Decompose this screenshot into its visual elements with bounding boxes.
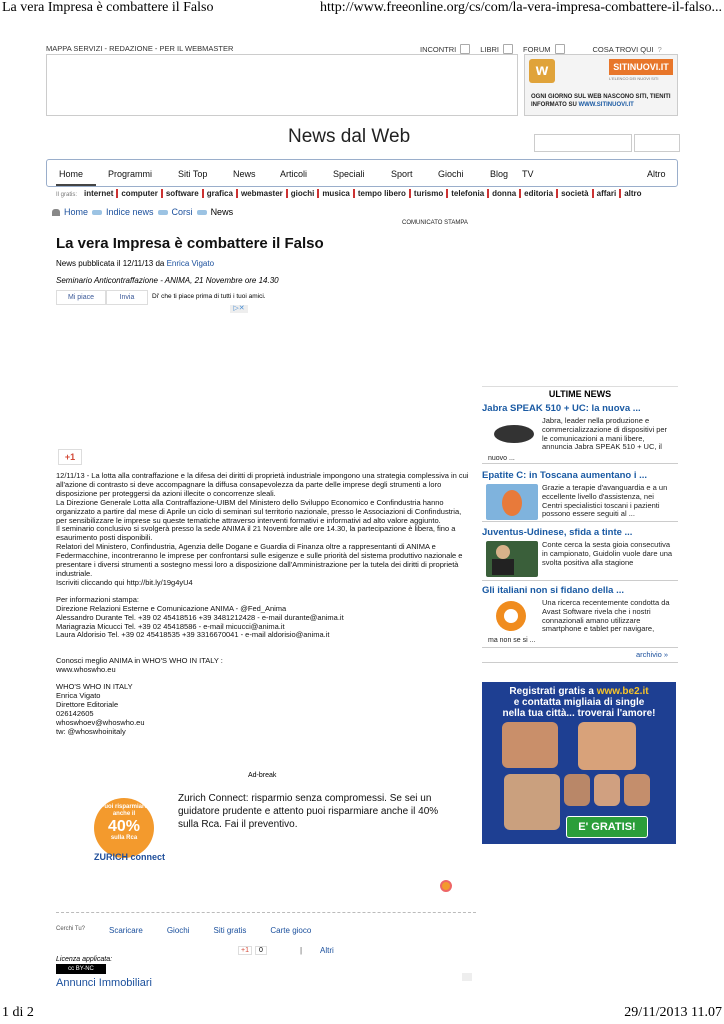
avast-logo-image bbox=[486, 599, 538, 635]
zurich-badge-top: Puoi risparmiare anche il bbox=[100, 804, 148, 817]
share-link[interactable]: Giochi bbox=[166, 926, 190, 935]
sidebar-heading: ULTIME NEWS bbox=[482, 386, 678, 399]
sub-nav-item[interactable]: computer bbox=[118, 189, 162, 198]
medical-image bbox=[486, 484, 538, 520]
news-more: nuovo ... bbox=[488, 455, 515, 462]
nav-siti-top[interactable]: Siti Top bbox=[178, 169, 208, 179]
zurich-ad-text[interactable]: Zurich Connect: risparmio senza compromessi. Se sei un guidatore prudente e attento puoi risparmiare anche il 40% sulla Rca. Fai il preventivo. bbox=[178, 793, 439, 830]
altri-link[interactable]: Altri bbox=[320, 946, 334, 955]
news-title[interactable]: Jabra SPEAK 510 + UC: la nuova ... bbox=[482, 403, 641, 414]
news-title[interactable]: Gli italiani non si fidano della ... bbox=[482, 585, 624, 596]
nav-altro[interactable]: Altro bbox=[647, 169, 666, 179]
archivio-link[interactable]: archivio » bbox=[636, 650, 669, 659]
news-title[interactable]: Epatite C: in Toscana aumentano i ... bbox=[482, 470, 648, 481]
print-header-url: http://www.freeonline.org/cs/com/la-vera-impresa-combattere-il-falso... bbox=[320, 0, 722, 15]
home-icon bbox=[52, 209, 60, 216]
nav-home[interactable]: Home bbox=[59, 169, 84, 179]
article-paragraph: Conosci meglio ANIMA in WHO'S WHO IN ITALY : www.whoswho.eu bbox=[56, 656, 223, 675]
sub-nav-item[interactable]: turismo bbox=[411, 189, 448, 198]
share-label: Cerchi Tu? bbox=[56, 926, 86, 932]
zurich-badge[interactable] bbox=[94, 798, 154, 858]
nav-speciali[interactable]: Speciali bbox=[333, 169, 365, 179]
sitinuovi-tagline: L'ELENCO DEI NUOVI SITI bbox=[609, 76, 659, 81]
woman-photo bbox=[594, 774, 620, 806]
share-link[interactable]: Carte gioco bbox=[270, 926, 312, 935]
news-description: Conte cerca la sesta gioia consecutiva in campionato, Guidolin vuole dare una svolta positiva alla stagione bbox=[542, 540, 673, 567]
gplus-count: 0 bbox=[255, 946, 267, 955]
article-paragraph: Per informazioni stampa: Direzione Relazioni Esterne e Comunicazione ANIMA - @Fed_Anima Alessandro Durante Tel. +39 02 45418516 +39 3481212428 - e-mail durante@anima.it Mariagrazia Micucci Tel. +39 02 45418586 - e-mail micucci@anima.it Laura Aldorisio Tel. +39 02 45418535 +39 3316670041 - e-mail aldorisio@anima.it bbox=[56, 594, 344, 640]
author-link[interactable]: Enrica Vigato bbox=[166, 259, 215, 268]
utility-incontri[interactable]: INCONTRI bbox=[420, 44, 457, 54]
be2-button[interactable]: E' GRATIS! bbox=[566, 816, 648, 838]
be2-brand: www.be2.it bbox=[596, 686, 649, 697]
sidebar-news-item[interactable] bbox=[482, 470, 678, 519]
byline bbox=[56, 259, 214, 268]
site-title: News dal Web bbox=[288, 126, 411, 147]
sub-nav-item[interactable]: giochi bbox=[288, 189, 320, 198]
news-description: Grazie a terapie d'avanguardia e a un eccellente livello d'assistenza, nei Centri specialistici toscani i pazienti possono essere seguiti al ... bbox=[542, 483, 668, 519]
print-datetime: 29/11/2013 11.07 bbox=[624, 1005, 722, 1020]
top-ad-placeholder bbox=[46, 54, 518, 116]
be2-line1: Registrati gratis a bbox=[509, 686, 597, 697]
utility-libri[interactable]: LIBRI bbox=[480, 44, 500, 54]
sitinuovi-message-text: OGNI GIORNO SUL WEB NASCONO SITI, TIENITI INFORMATO SU bbox=[531, 94, 671, 108]
sub-nav-item[interactable]: altro bbox=[624, 189, 642, 198]
nav-giochi[interactable]: Giochi bbox=[438, 169, 464, 179]
news-description: Jabra, leader nella produzione e commercializzazione di dispositivi per le comunicazioni a mani libere, annuncia Jabra SPEAK 510 + UC, il bbox=[542, 416, 668, 452]
heart-icon bbox=[460, 44, 470, 54]
sub-nav-label: Il gratis: bbox=[56, 192, 78, 198]
sitinuovi-logo-icon: w bbox=[529, 59, 555, 83]
search-button[interactable] bbox=[634, 134, 680, 152]
top-links[interactable]: MAPPA SERVIZI - REDAZIONE - PER IL WEBMASTER bbox=[46, 44, 234, 53]
facebook-text: Di' che ti piace prima di tutti i tuoi amici. bbox=[152, 293, 266, 300]
utility-cosa-trovi[interactable]: COSA TROVI QUI bbox=[592, 44, 654, 54]
sidebar-news-item[interactable] bbox=[482, 527, 678, 567]
nav-home-underline bbox=[56, 161, 96, 186]
breadcrumb bbox=[52, 207, 233, 217]
print-page-number: 1 di 2 bbox=[2, 1005, 34, 1020]
woman-photo bbox=[624, 774, 650, 806]
zurich-badge-bottom: sulla Rca bbox=[110, 835, 138, 841]
sitinuovi-site: WWW.SITINUOVI.IT bbox=[578, 102, 634, 108]
print-header-title: La vera Impresa è combattere il Falso bbox=[2, 0, 214, 15]
nav-tv[interactable]: TV bbox=[522, 169, 534, 179]
sub-nav-item[interactable]: donna bbox=[489, 189, 521, 198]
adchoices-icon[interactable] bbox=[462, 973, 472, 981]
divider bbox=[56, 912, 476, 913]
adchoices-icon[interactable]: ▷✕ bbox=[230, 305, 248, 313]
nav-news[interactable]: News bbox=[233, 169, 256, 179]
sidebar-news-item[interactable] bbox=[482, 585, 678, 644]
zurich-logo[interactable]: ZURICH connect bbox=[94, 852, 166, 862]
be2-headline bbox=[482, 686, 676, 719]
nav-sport[interactable]: Sport bbox=[391, 169, 413, 179]
breadcrumb-indice-news[interactable]: Indice news bbox=[106, 207, 154, 217]
press-label: COMUNICATO STAMPA bbox=[402, 220, 468, 226]
sub-nav-item[interactable]: società bbox=[558, 189, 594, 198]
sub-nav-item[interactable]: webmaster bbox=[238, 189, 288, 198]
share-bar bbox=[56, 926, 311, 935]
search-input[interactable] bbox=[534, 134, 632, 152]
news-more: ma non se si ... bbox=[488, 637, 536, 644]
breadcrumb-home[interactable]: Home bbox=[64, 207, 89, 217]
nav-articoli[interactable]: Articoli bbox=[280, 169, 308, 179]
divider bbox=[482, 580, 678, 581]
man-photo bbox=[502, 722, 558, 768]
zurich-badge-percent: 40% bbox=[107, 818, 141, 835]
article-paragraph: WHO'S WHO IN ITALY Enrica Vigato Direttore Editoriale 026142605 whoswhoev@whoswho.eu tw: @whoswhoinitaly bbox=[56, 682, 145, 736]
orange-circle-icon[interactable] bbox=[440, 880, 452, 892]
gplus-icon: +1 bbox=[238, 946, 252, 955]
sub-nav-item[interactable]: musica bbox=[319, 189, 355, 198]
speakerphone-image bbox=[486, 417, 538, 453]
arrow-icon bbox=[92, 210, 102, 215]
sidebar-news-item[interactable] bbox=[482, 403, 678, 462]
arrow-icon bbox=[197, 210, 207, 215]
share-link[interactable]: Siti gratis bbox=[213, 926, 247, 935]
separator: | bbox=[300, 946, 303, 955]
facebook-send-button[interactable]: Invia bbox=[106, 290, 148, 305]
sitinuovi-brand: SITINUOVI.IT bbox=[609, 59, 673, 75]
divider bbox=[482, 463, 678, 464]
divider bbox=[482, 662, 678, 663]
news-description: Una ricerca recentemente condotta da Avast Software rivela che i nostri connazionali amano utilizzare smartphone e tablet per navigare, bbox=[542, 598, 670, 634]
be2-line3: nella tua città... troverai l'amore! bbox=[502, 708, 656, 719]
breadcrumb-corsi[interactable]: Corsi bbox=[171, 207, 193, 217]
news-title[interactable]: Juventus-Udinese, sfida a tinte ... bbox=[482, 527, 633, 538]
article-title: La vera Impresa è combattere il Falso bbox=[56, 235, 324, 252]
license-label: Licenza applicata: bbox=[56, 956, 113, 963]
be2-ad[interactable] bbox=[482, 682, 676, 844]
utility-nav bbox=[420, 44, 662, 54]
article-subtitle: Seminario Anticontraffazione - ANIMA, 21 Novembre ore 14.30 bbox=[56, 276, 279, 285]
sub-nav-item[interactable]: internet bbox=[81, 189, 118, 198]
arrow-icon bbox=[158, 210, 168, 215]
sub-nav bbox=[56, 189, 645, 198]
main-nav bbox=[46, 159, 678, 187]
sitinuovi-ad[interactable] bbox=[524, 54, 678, 116]
be2-line2: e contatta migliaia di single bbox=[513, 697, 645, 708]
sub-nav-item[interactable]: tempo libero bbox=[355, 189, 411, 198]
book-icon bbox=[503, 44, 513, 54]
article-body bbox=[56, 472, 472, 744]
nav-blog[interactable]: Blog bbox=[490, 169, 509, 179]
article-paragraph: 12/11/13 - La lotta alla contraffazione e la difesa dei diritti di proprietà industriale impongono una strategia complessiva in cui all'azione di contrasto si deve accompagnare la diffusa consapevolezza da parte delle imprese degli strumenti a loro disposizione per proteggersi da azioni illecite o concorrenze sleali. La Direzione Generale Lotta alla Contraffazione-UIBM del Ministero dello Sviluppo Economico e Confindustria hanno organizzato a partire dal mese di Aprile un ciclo di seminari sul territorio nazionale, presso le Associazioni di Confindustria, per sensibilizzare le imprese su queste tematiche attraverso interventi formativi e informativi ad alto valore aggiunto. Il seminario conclusivo si svolgerà presso la sede ANIMA il 21 Novembre alle ore 14.30, la partecipazione è libera, fino a esaurimento posti disponibili. Relatori del Ministero, Confindustria, Agenzia delle Dogane e Guardia di Finanza oltre a rappresentanti di ANIMA e Federmacchine, incontreranno le imprese per confrontarsi sulle esigenze e sulle priorità del sistema produttivo nazionale e presentare i diversi strumenti a sostegno messi loro a disposizione dall'Amministrazione per la tutela dei diritti di proprietà industriale. Iscriviti cliccando qui http://bit.ly/19g4yU4 bbox=[56, 471, 469, 587]
breadcrumb-news: News bbox=[210, 207, 234, 217]
woman-photo bbox=[504, 774, 560, 830]
woman-photo bbox=[578, 722, 636, 770]
facebook-like-button[interactable]: Mi piace bbox=[56, 290, 106, 305]
byline-prefix: News pubblicata il 12/11/13 da bbox=[56, 259, 167, 268]
share-link[interactable]: Scaricare bbox=[109, 926, 143, 935]
help-icon: ? bbox=[657, 44, 662, 54]
divider bbox=[482, 521, 678, 522]
sub-nav-item[interactable]: software bbox=[163, 189, 204, 198]
sub-nav-item[interactable]: affari bbox=[594, 189, 622, 198]
sub-nav-item[interactable]: editoria bbox=[521, 189, 558, 198]
nav-programmi[interactable]: Programmi bbox=[108, 169, 153, 179]
divider bbox=[482, 647, 678, 648]
gplus-counter[interactable] bbox=[238, 946, 267, 955]
man-photo bbox=[564, 774, 590, 806]
gplus-button[interactable]: +1 bbox=[58, 449, 82, 465]
cutoff-heading: Annunci Immobiliari bbox=[56, 977, 152, 989]
ad-break-label: Ad-break bbox=[248, 772, 277, 779]
sitinuovi-message bbox=[531, 93, 673, 109]
utility-forum[interactable]: FORUM bbox=[523, 44, 551, 54]
forum-icon bbox=[555, 44, 565, 54]
cc-license-badge[interactable]: cc BY-NC bbox=[56, 964, 106, 974]
sub-nav-item[interactable]: grafica bbox=[204, 189, 238, 198]
football-image bbox=[486, 541, 538, 577]
sub-nav-item[interactable]: telefonia bbox=[448, 189, 489, 198]
